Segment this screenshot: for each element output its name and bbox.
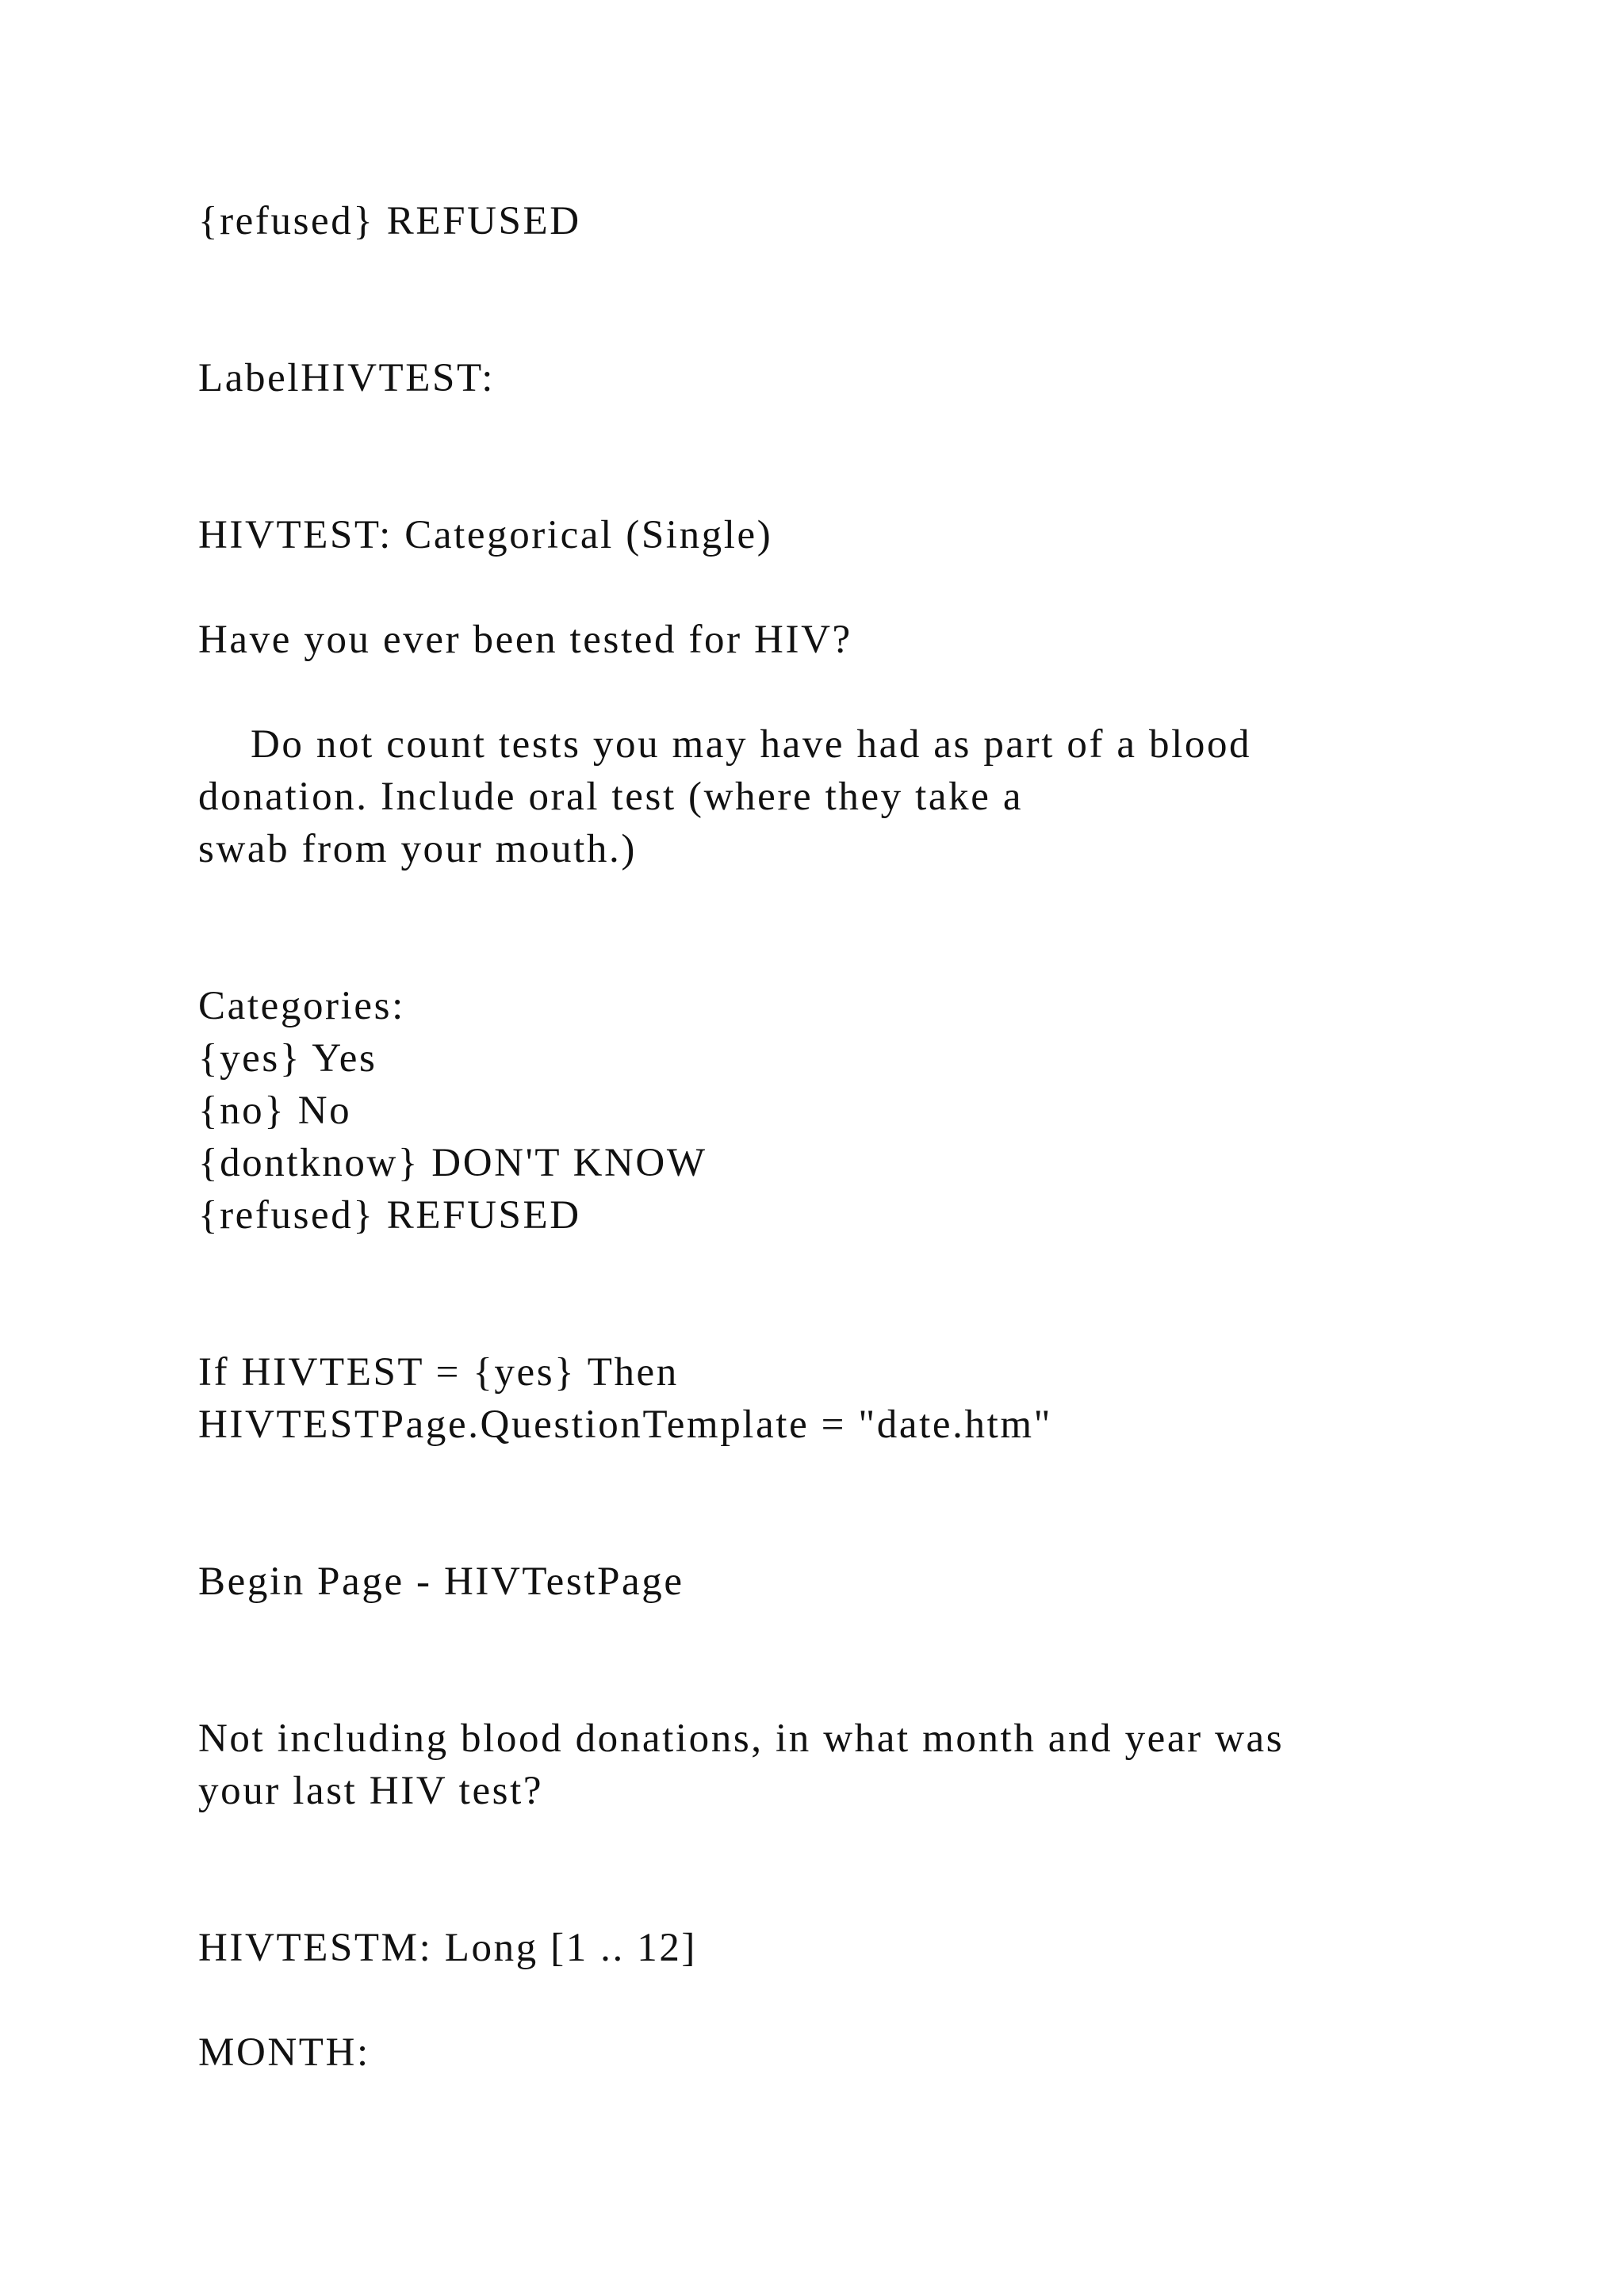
hivtest-instruction-line-2: donation. Include oral test (where they take a bbox=[198, 775, 1024, 819]
label-hivtest: LabelHIVTEST: bbox=[198, 356, 495, 400]
last-test-question-line-2: your last HIV test? bbox=[198, 1769, 544, 1813]
hivtest-instruction-line-3: swab from your mouth.) bbox=[198, 827, 637, 871]
category-yes: {yes} Yes bbox=[198, 1036, 377, 1081]
month-label: MONTH: bbox=[198, 2030, 370, 2075]
category-dontknow: {dontknow} DON'T KNOW bbox=[198, 1141, 707, 1185]
begin-page-statement: Begin Page - HIVTestPage bbox=[198, 1559, 684, 1604]
last-test-question-line-1: Not including blood donations, in what month and year was bbox=[198, 1716, 1285, 1761]
if-condition: If HIVTEST = {yes} Then bbox=[198, 1350, 679, 1395]
categories-heading: Categories: bbox=[198, 984, 405, 1028]
category-refused: {refused} REFUSED bbox=[198, 1193, 581, 1238]
hivtestm-definition: HIVTESTM: Long [1 .. 12] bbox=[198, 1926, 698, 1970]
hivtest-definition: HIVTEST: Categorical (Single) bbox=[198, 513, 773, 557]
hivtest-question: Have you ever been tested for HIV? bbox=[198, 618, 852, 662]
category-no: {no} No bbox=[198, 1089, 352, 1133]
hivtest-instruction-line-1: Do not count tests you may have had as part of a blood bbox=[251, 722, 1252, 767]
question-template-assignment: HIVTESTPage.QuestionTemplate = "date.htm" bbox=[198, 1402, 1053, 1447]
category-refused-top: {refused} REFUSED bbox=[198, 199, 581, 243]
